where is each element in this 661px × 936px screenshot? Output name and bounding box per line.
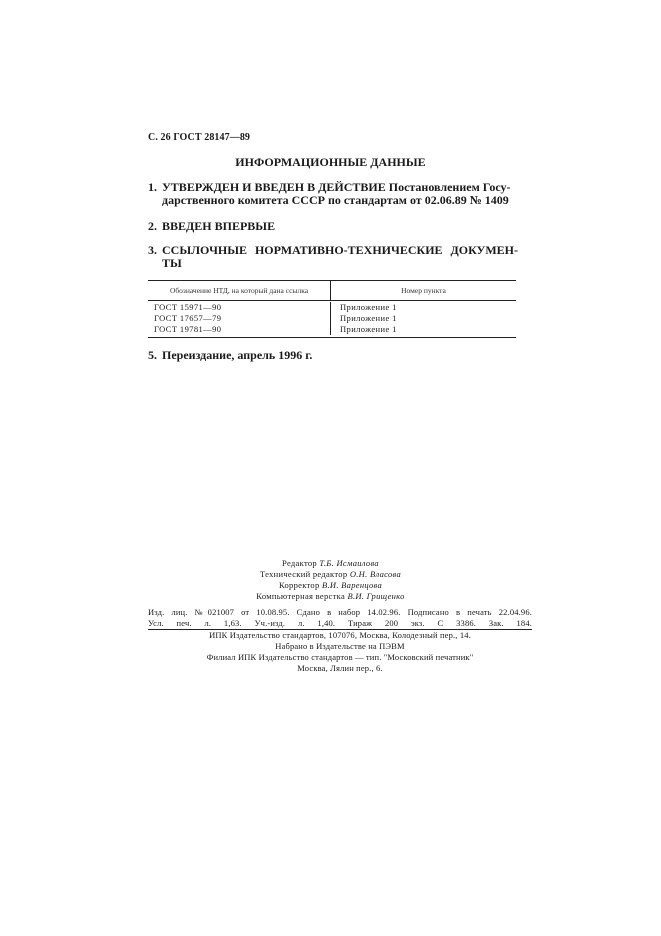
item-reissue xyxy=(148,349,518,362)
credits-block xyxy=(0,558,661,602)
imprint-line: Набрано в Издательстве на ПЭВМ xyxy=(275,641,405,651)
item-approved xyxy=(148,181,518,207)
imprint-line: Изд. лиц. №021007 от 10.08.95. Сдано в набор 14.02.96. Подписано в печать 22.04.96. xyxy=(148,607,532,617)
item-text-line1: 3. ССЫЛОЧНЫЕ НОРМАТИВНО-ТЕХНИЧЕСКИЕ ДОКУМЕН- xyxy=(148,243,518,257)
item-number: 1. xyxy=(148,180,157,194)
item-text-line2: дарственного комитета СССР по стандартам от 02.06.89 № 1409 xyxy=(162,193,509,207)
item-text-line1: УТВЕРЖДЕН И ВВЕДЕН В ДЕЙСТВИЕ Постановлением Госу- xyxy=(162,180,511,194)
item-number: 3. xyxy=(148,243,157,257)
imprint-line: Усл. печ. л. 1,63. Уч.-изд. л. 1,40. Тираж 200 экз. С 3386. Зак. 184. xyxy=(148,618,532,628)
credit-layout: Компьютерная верстка В.И. Грищенко xyxy=(256,591,405,601)
imprint-line: Филиал ИПК Издательство стандартов — тип. "Московский печатник" xyxy=(206,652,474,662)
references-table xyxy=(148,280,516,338)
table-cell-doc: ГОСТ 17657—79 xyxy=(154,313,222,323)
table-header xyxy=(148,281,516,301)
doc-column xyxy=(148,302,331,335)
table-cell-clause: Приложение 1 xyxy=(340,324,397,334)
clause-column xyxy=(331,302,516,335)
table-body xyxy=(148,301,516,337)
item-number: 2. xyxy=(148,219,157,233)
item-text-line2: ТЫ xyxy=(162,256,182,270)
table-cell-doc: ГОСТ 15971—90 xyxy=(154,302,222,312)
item-introduced xyxy=(148,220,518,233)
table-cell-clause: Приложение 1 xyxy=(340,313,397,323)
header-doc: Обозначение НТД, на который дана ссылка xyxy=(148,281,331,300)
section-title: ИНФОРМАЦИОННЫЕ ДАННЫЕ xyxy=(235,155,426,169)
item-text: Переиздание, апрель 1996 г. xyxy=(162,348,313,362)
imprint-block xyxy=(148,607,532,674)
credit-tech-editor: Технический редактор О.Н. Власова xyxy=(259,569,402,579)
table-cell-clause: Приложение 1 xyxy=(340,302,397,312)
item-references xyxy=(148,244,518,270)
credit-editor: Редактор Т.Б. Исмаилова xyxy=(282,558,379,568)
item-number: 5. xyxy=(148,348,157,362)
item-text: ВВЕДЕН ВПЕРВЫЕ xyxy=(162,219,276,233)
imprint-line: Москва, Лялин пер., 6. xyxy=(297,663,383,673)
imprint-line: ИПК Издательство стандартов, 107076, Москва, Колодезный пер., 14. xyxy=(209,630,471,640)
page-header: С. 26 ГОСТ 28147—89 xyxy=(148,132,251,143)
credit-proofreader: Корректор В.И. Варенцова xyxy=(278,580,383,590)
header-clause: Номер пункта xyxy=(401,286,446,295)
table-cell-doc: ГОСТ 19781—90 xyxy=(154,324,222,334)
